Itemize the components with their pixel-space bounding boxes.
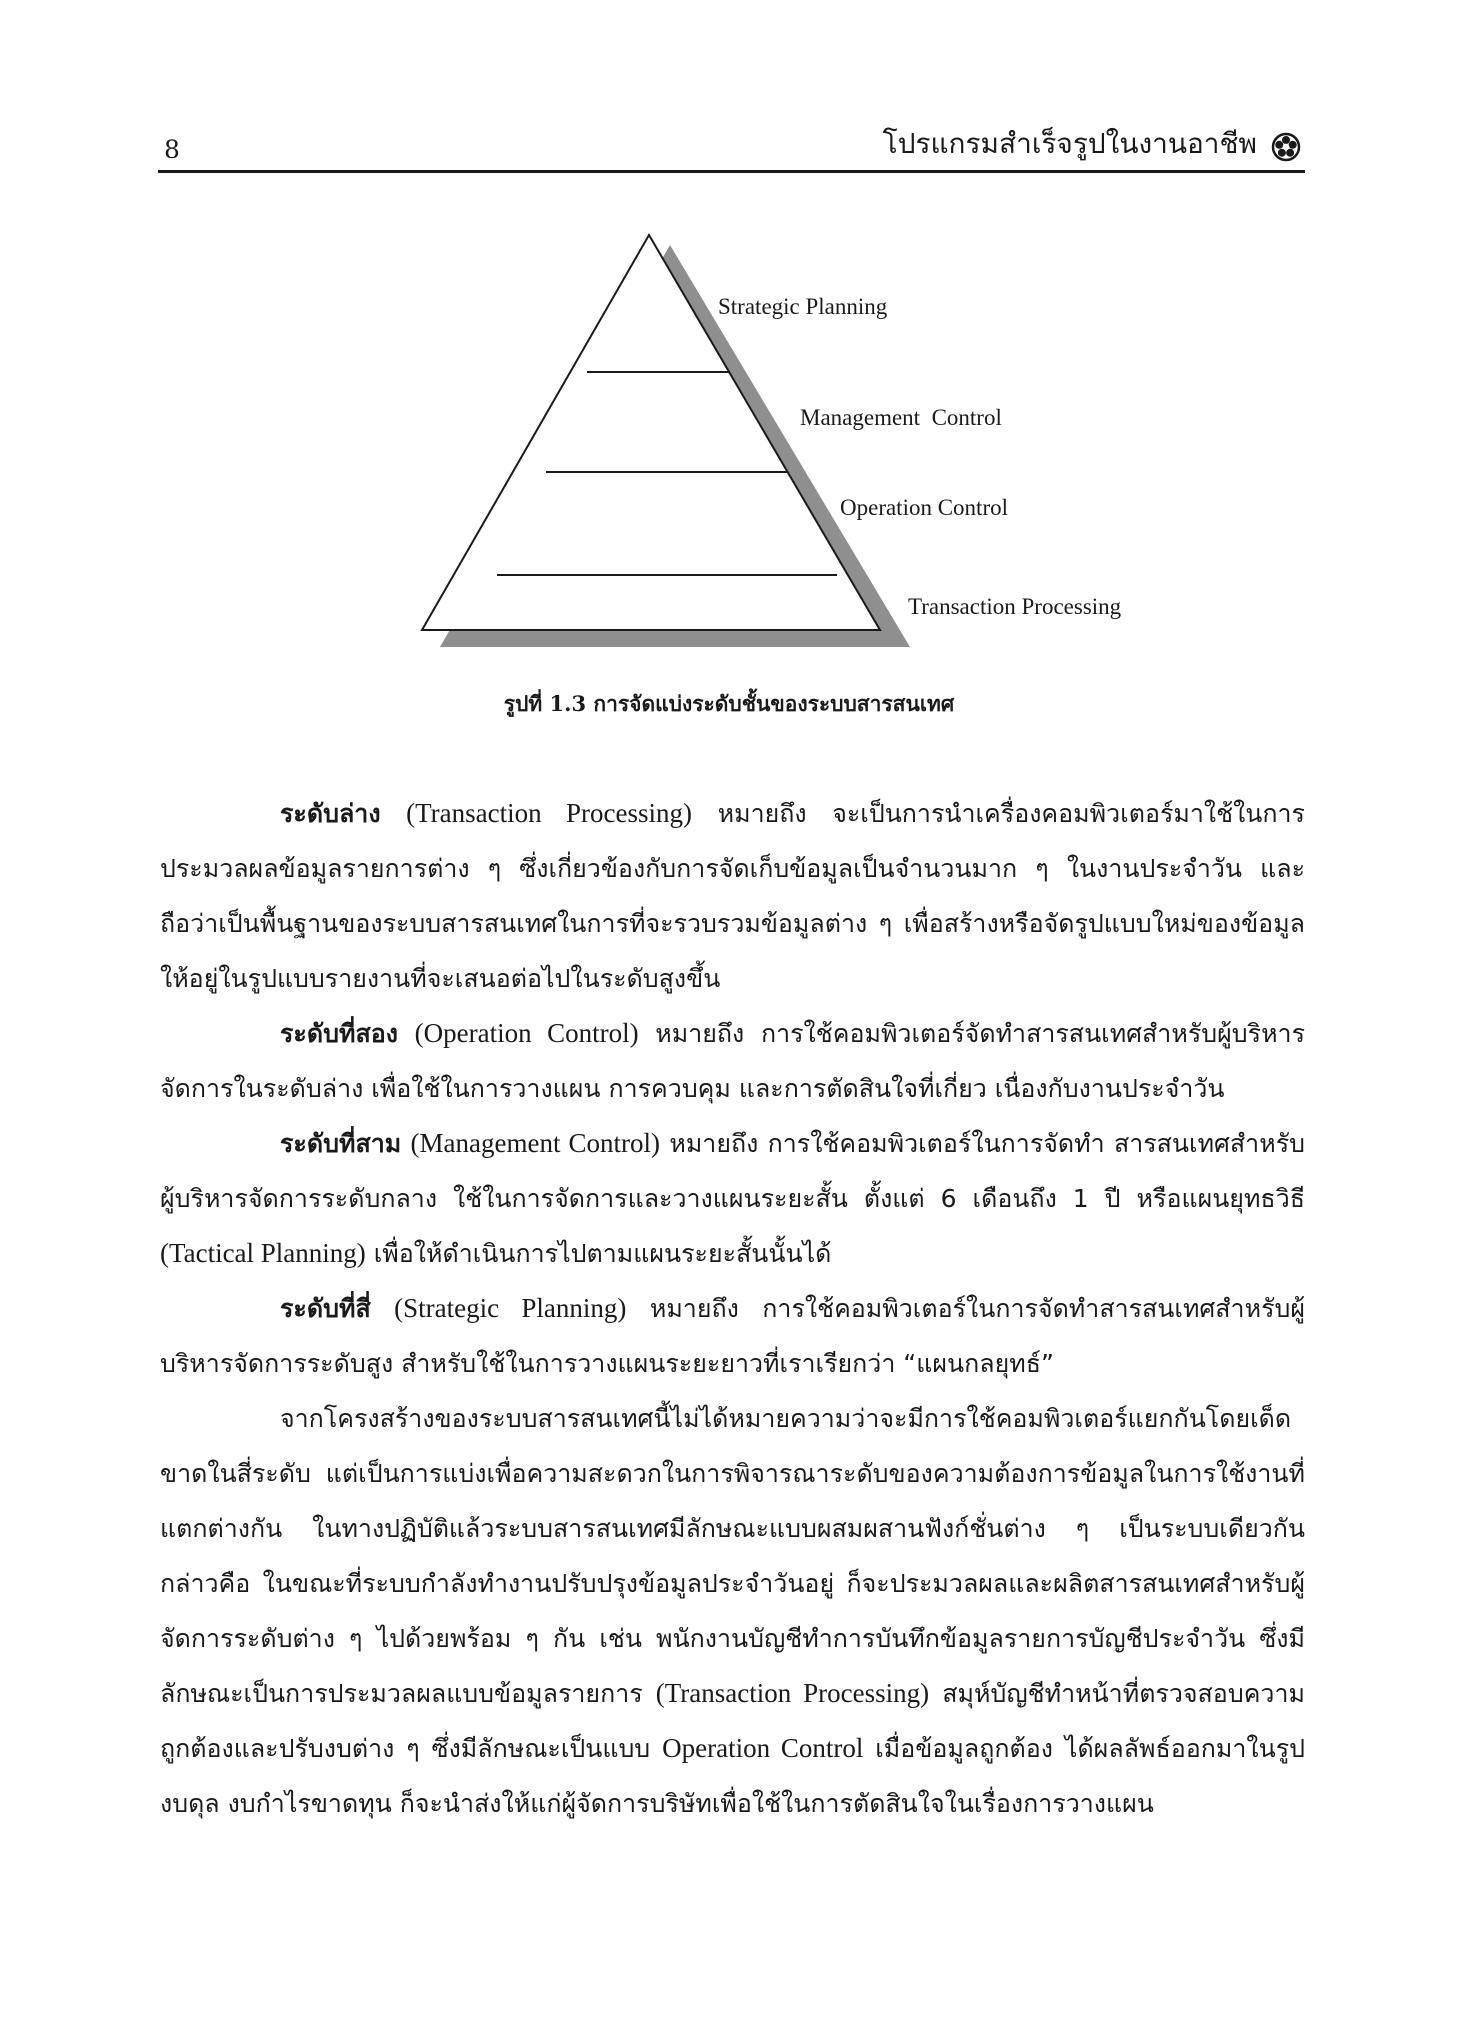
paragraph-text: หมายถึง การใช้คอมพิวเตอร์ในการจัดทำ สารสนเทศสำหรับผู้บริหารจัดการระดับกลาง ใช้ในการจัดการและวางแผนระยะสั้น ตั้งแต่ 6 เดือนถึง 1 ปี หรือแผนยุทธวิธี [160, 1129, 1305, 1213]
english-term: Operation Control [662, 1733, 864, 1763]
body-text [160, 786, 1305, 1831]
level-label-transaction: Transaction Processing [908, 594, 1122, 619]
paragraph-text: หมายถึง การใช้คอมพิวเตอร์ในการจัดทำสารสนเทศสำหรับผู้บริหารจัดการระดับสูง สำหรับใช้ในการวางแผนระยะยาวที่เราเรียกว่า “แผนกลยุทธ์” [160, 1294, 1306, 1378]
term-low-level: ระดับล่าง [280, 799, 381, 828]
running-title: โปรแกรมสำเร็จรูปในงานอาชีพ [882, 127, 1257, 160]
paragraph-operation [160, 1006, 1305, 1116]
english-term: (Transaction Processing) [406, 798, 693, 828]
page-header [158, 118, 1305, 173]
figure-caption: รูปที่ 1.3 การจัดแบ่งระดับชั้นของระบบสารสนเทศ [503, 691, 955, 716]
paragraph-transaction [160, 786, 1305, 1006]
page-number: 8 [164, 135, 180, 164]
paragraph-text: เพื่อให้ดำเนินการไปตามแผนระยะสั้นนั้นได้ [365, 1239, 832, 1268]
english-term: (Transaction Processing) [655, 1678, 930, 1708]
english-term: (Operation Control) [414, 1018, 639, 1048]
english-term: (Strategic Planning) [394, 1293, 627, 1323]
level-label-management: Management Control [800, 405, 1002, 430]
term-second-level: ระดับที่สอง [280, 1019, 398, 1048]
paragraph-text: สมุห์บัญชีทำหน้าที่ตรวจสอบความถูกต้องและปรับงบต่าง ๆ ซึ่งมีลักษณะเป็นแบบ [160, 1679, 1305, 1763]
paragraph-management [160, 1116, 1305, 1281]
paragraph-structure [160, 1391, 1305, 1831]
pyramid-diagram [400, 225, 1180, 665]
paragraph-text: หมายถึง การใช้คอมพิวเตอร์จัดทำสารสนเทศสำหรับผู้บริหารจัดการในระดับล่าง เพื่อใช้ในการวางแผน การควบคุม และการตัดสินใจที่เกี่ยว เนื่องกับงานประจำวัน [160, 1019, 1306, 1103]
term-fourth-level: ระดับที่สี่ [280, 1294, 371, 1323]
flower-ornament-icon [1271, 132, 1301, 162]
english-term: (Tactical Planning) [160, 1238, 366, 1268]
paragraph-text: หมายถึง จะเป็นการนำเครื่องคอมพิวเตอร์มาใช้ในการประมวลผลข้อมูลรายการต่าง ๆ ซึ่งเกี่ยวข้องกับการจัดเก็บข้อมูลเป็นจำนวนมาก ๆ ในงานประจำวัน และถือว่าเป็นพื้นฐานของระบบสารสนเทศในการที่จะรวบรวมข้อมูลต่าง ๆ เพื่อสร้างหรือจัดรูปแบบใหม่ของข้อมูลให้อยู่ในรูปแบบรายงานที่จะเสนอต่อไปในระดับสูงขึ้น [160, 799, 1305, 993]
level-label-strategic: Strategic Planning [718, 294, 888, 319]
pyramid-figure [400, 225, 1180, 665]
level-label-operation: Operation Control [840, 495, 1008, 520]
paragraph-text: เมื่อข้อมูลถูกต้อง ได้ผลลัพธ์ออกมาในรูปงบดุล งบกำไรขาดทุน ก็จะนำส่งให้แก่ผู้จัดการบริษัทเพื่อใช้ในการตัดสินใจในเรื่องการวางแผน [160, 1734, 1305, 1818]
paragraph-text: จากโครงสร้างของระบบสารสนเทศนี้ไม่ได้หมายความว่าจะมีการใช้คอมพิวเตอร์แยกกันโดยเด็ดขาดในสี่ระดับ แต่เป็นการแบ่งเพื่อความสะดวกในการพิจารณาระดับของความต้องการข้อมูลในการใช้งานที่แตกต่างกัน ในทางปฏิบัติแล้วระบบสารสนเทศมีลักษณะแบบผสมผสานฟังก์ชั่นต่าง ๆ เป็นระบบเดียวกัน กล่าวคือ ในขณะที่ระบบกำลังทำงานปรับปรุงข้อมูลประจำวันอยู่ ก็จะประมวลผลและผลิตสารสนเทศสำหรับผู้จัดการระดับต่าง ๆ ไปด้วยพร้อม ๆ กัน เช่น พนักงานบัญชีทำการบันทึกข้อมูลรายการบัญชีประจำวัน ซึ่งมีลักษณะเป็นการประมวลผลแบบข้อมูลรายการ [160, 1404, 1305, 1708]
paragraph-strategic [160, 1281, 1305, 1391]
term-third-level: ระดับที่สาม [280, 1129, 402, 1158]
english-term: (Management Control) [410, 1128, 661, 1158]
